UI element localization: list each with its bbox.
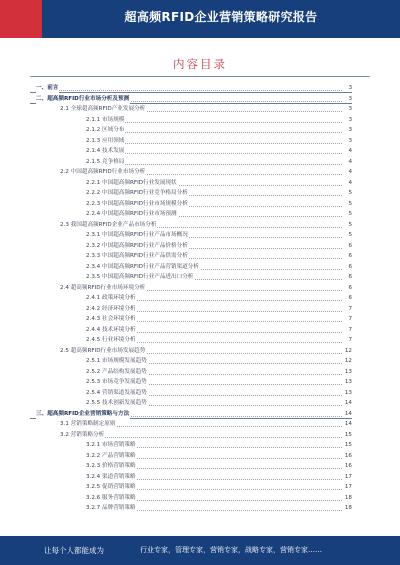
toc-entry[interactable] (0, 242, 400, 251)
toc-entry-page: 6 (348, 284, 352, 291)
toc-entry-label: 2.5.3 市场竞争发展趋势 (86, 379, 147, 385)
toc-entry-page: 12 (344, 347, 352, 354)
footer-slogan: 行业专家，管理专家，营销专家，战略专家，营销专家…… (140, 546, 322, 554)
table-of-contents (0, 84, 400, 534)
toc-entry-label: 2.1.2 区域分布 (86, 127, 125, 133)
toc-entry-page: 5 (348, 221, 352, 228)
toc-entry-label: 2.2.4 中国超高频RFID行业市场预测 (86, 211, 177, 217)
toc-entry[interactable] (0, 494, 400, 503)
toc-entry-label: 2.1 全球超高频RFID产业发展分析 (60, 106, 146, 112)
toc-entry-page: 6 (348, 274, 352, 280)
toc-entry-label: 2.3.4 中国超高频RFID行业产品营销渠道分析 (86, 263, 199, 270)
toc-entry[interactable] (0, 483, 400, 492)
toc-entry-page: 4 (348, 179, 352, 186)
toc-entry-page: 13 (344, 379, 352, 385)
footer-brand-text: 让每个人都能成为 (44, 546, 104, 555)
toc-entry-label: 2.5.4 营销渠道发展趋势 (86, 389, 147, 396)
toc-entry[interactable] (0, 368, 400, 377)
toc-entry[interactable] (0, 263, 400, 272)
toc-entry-page: 4 (348, 158, 352, 165)
toc-entry-label: 3.1 营销策略制定原则 (60, 421, 116, 427)
toc-entry[interactable] (0, 462, 400, 471)
toc-entry-page: 7 (348, 326, 352, 333)
toc-entry-page: 7 (348, 305, 352, 312)
toc-entry[interactable] (0, 431, 400, 440)
toc-entry[interactable] (0, 305, 400, 314)
toc-entry[interactable] (0, 231, 400, 240)
toc-entry[interactable] (0, 252, 400, 261)
toc-entry-page: 18 (344, 494, 352, 501)
toc-entry-label: 3.2.5 促销营销策略 (86, 484, 136, 490)
report-title: 超高频RFID企业营销策略研究报告 (124, 10, 318, 24)
report-footer (0, 536, 400, 565)
toc-entry-label: 3.2.2 产品营销策略 (86, 452, 136, 459)
toc-entry-label: 2.4.2 经济环境分析 (86, 305, 136, 312)
toc-entry-page: 7 (348, 316, 352, 322)
toc-entry-label: 3.2.7 品牌营销策略 (86, 505, 136, 511)
toc-entry-label: 2.2 中国超高频RFID行业市场分析 (60, 169, 146, 175)
toc-entry-label: 3.2.6 服务营销策略 (86, 494, 136, 501)
toc-entry-label: 2.2.2 中国超高频RFID行业竞争格局分析 (86, 190, 188, 196)
toc-entry-page: 4 (348, 169, 352, 175)
toc-entry-page: 6 (348, 263, 352, 270)
toc-entry-page: 3 (348, 95, 352, 102)
toc-divider (30, 76, 370, 77)
toc-entry[interactable] (0, 389, 400, 398)
toc-entry[interactable] (0, 347, 400, 356)
toc-entry[interactable] (0, 378, 400, 387)
toc-entry-label: 2.3.2 中国超高频RFID行业产品价格分析 (86, 242, 188, 249)
toc-entry-label: 2.5.2 产品结构发展趋势 (86, 368, 147, 375)
toc-entry[interactable] (0, 399, 400, 408)
toc-entry-label: 2.4 超高频RFID行业市场环境分析 (60, 284, 146, 291)
toc-entry-label: 2.4.3 社会环境分析 (86, 316, 136, 322)
toc-entry-page: 17 (344, 473, 352, 480)
toc-entry[interactable] (0, 105, 400, 114)
toc-entry[interactable] (0, 284, 400, 293)
toc-entry[interactable] (0, 294, 400, 303)
toc-entry-label: 2.2.1 中国超高频RFID行业发展现状 (86, 179, 177, 186)
toc-entry-label: 3.2.4 渠道营销策略 (86, 473, 136, 480)
toc-entry[interactable] (0, 200, 400, 209)
toc-entry-page: 13 (344, 389, 352, 396)
toc-entry-page: 3 (348, 127, 352, 133)
toc-entry-page: 15 (344, 442, 352, 448)
toc-entry-label: 2.3.5 中国超高频RFID行业产品进出口分析 (86, 274, 194, 280)
toc-entry[interactable] (0, 410, 400, 419)
toc-entry-label: 三、超高频RFID企业营销策略与方法 (36, 410, 130, 417)
toc-entry-page: 5 (348, 232, 352, 238)
toc-entry[interactable] (0, 210, 400, 219)
toc-entry-label: 2.1.1 市场规模 (86, 116, 125, 123)
toc-heading: 内容目录 (173, 57, 227, 71)
toc-entry[interactable] (0, 126, 400, 135)
toc-entry[interactable] (0, 179, 400, 188)
toc-entry-label: 一、前言 (36, 85, 59, 91)
toc-entry[interactable] (0, 137, 400, 146)
toc-entry[interactable] (0, 273, 400, 282)
toc-entry-page: 5 (348, 200, 352, 207)
toc-entry-label: 2.4.5 行业环境分析 (86, 337, 136, 343)
toc-entry[interactable] (0, 147, 400, 156)
toc-entry-page: 12 (344, 358, 352, 364)
toc-entry-page: 3 (348, 137, 352, 144)
toc-entry[interactable] (0, 189, 400, 198)
toc-leader-dots (36, 90, 342, 91)
toc-entry[interactable] (0, 221, 400, 230)
toc-entry-label: 2.3.3 中国超高频RFID行业产品供需分析 (86, 253, 188, 259)
toc-entry-page: 3 (348, 85, 352, 91)
toc-entry-page: 16 (344, 452, 352, 459)
toc-entry-page: 6 (348, 242, 352, 249)
toc-entry-label: 二、超高频RFID行业市场分析及预测 (36, 95, 130, 102)
toc-chapter-underline (30, 92, 352, 93)
toc-entry-page: 15 (344, 431, 352, 438)
toc-entry-label: 2.5 超高频RFID行业市场发展趋势 (60, 347, 146, 354)
toc-entry-label: 3.2.1 市场营销策略 (86, 442, 136, 448)
toc-entry[interactable] (0, 95, 400, 104)
header-accent-block (0, 0, 42, 38)
toc-entry-page: 6 (348, 295, 352, 301)
toc-entry-page: 14 (344, 400, 352, 406)
toc-entry-page: 3 (348, 106, 352, 112)
toc-entry-page: 14 (344, 410, 352, 417)
toc-entry-page: 3 (348, 116, 352, 123)
toc-entry-page: 17 (344, 484, 352, 490)
toc-entry[interactable] (0, 116, 400, 125)
toc-entry[interactable] (0, 158, 400, 167)
toc-entry-page: 14 (344, 421, 352, 427)
toc-entry[interactable] (0, 84, 400, 93)
toc-entry-label: 2.4.4 技术环境分析 (86, 326, 136, 333)
toc-entry-label: 2.3.1 中国超高频RFID行业产品市场概况 (86, 232, 188, 238)
toc-entry-label: 2.4.1 政策环境分析 (86, 295, 136, 301)
toc-entry-label: 3.2.3 价格营销策略 (86, 463, 136, 469)
toc-entry[interactable] (0, 336, 400, 345)
toc-entry-page: 18 (344, 505, 352, 511)
toc-entry-page: 13 (344, 368, 352, 375)
toc-entry[interactable] (0, 441, 400, 450)
toc-entry-label: 2.3 我国超高频RFID企业产品市场分析 (60, 221, 157, 228)
toc-entry-label: 2.1.4 技术发展 (86, 148, 125, 154)
toc-entry-page: 6 (348, 253, 352, 259)
toc-entry[interactable] (0, 420, 400, 429)
toc-entry-label: 2.2.3 中国超高频RFID行业市场规模分析 (86, 200, 188, 207)
toc-entry[interactable] (0, 357, 400, 366)
toc-entry[interactable] (0, 473, 400, 482)
toc-entry-label: 2.1.5 竞争格局 (86, 158, 125, 165)
toc-entry-label: 2.5.5 技术创新发展趋势 (86, 400, 147, 406)
toc-entry[interactable] (0, 168, 400, 177)
toc-entry[interactable] (0, 452, 400, 461)
toc-entry-page: 5 (348, 190, 352, 196)
report-header (0, 0, 400, 38)
toc-entry-page: 7 (348, 337, 352, 343)
toc-entry-label: 3.2 营销策略分析 (60, 431, 105, 438)
toc-entry-page: 4 (348, 148, 352, 154)
toc-entry-label: 2.5.1 市场规模发展趋势 (86, 358, 147, 364)
toc-entry-label: 2.1.3 应用领域 (86, 137, 125, 144)
toc-entry[interactable] (0, 326, 400, 335)
toc-entry[interactable] (0, 504, 400, 513)
toc-entry-page: 5 (348, 211, 352, 217)
toc-entry[interactable] (0, 315, 400, 324)
toc-entry-page: 16 (344, 463, 352, 469)
